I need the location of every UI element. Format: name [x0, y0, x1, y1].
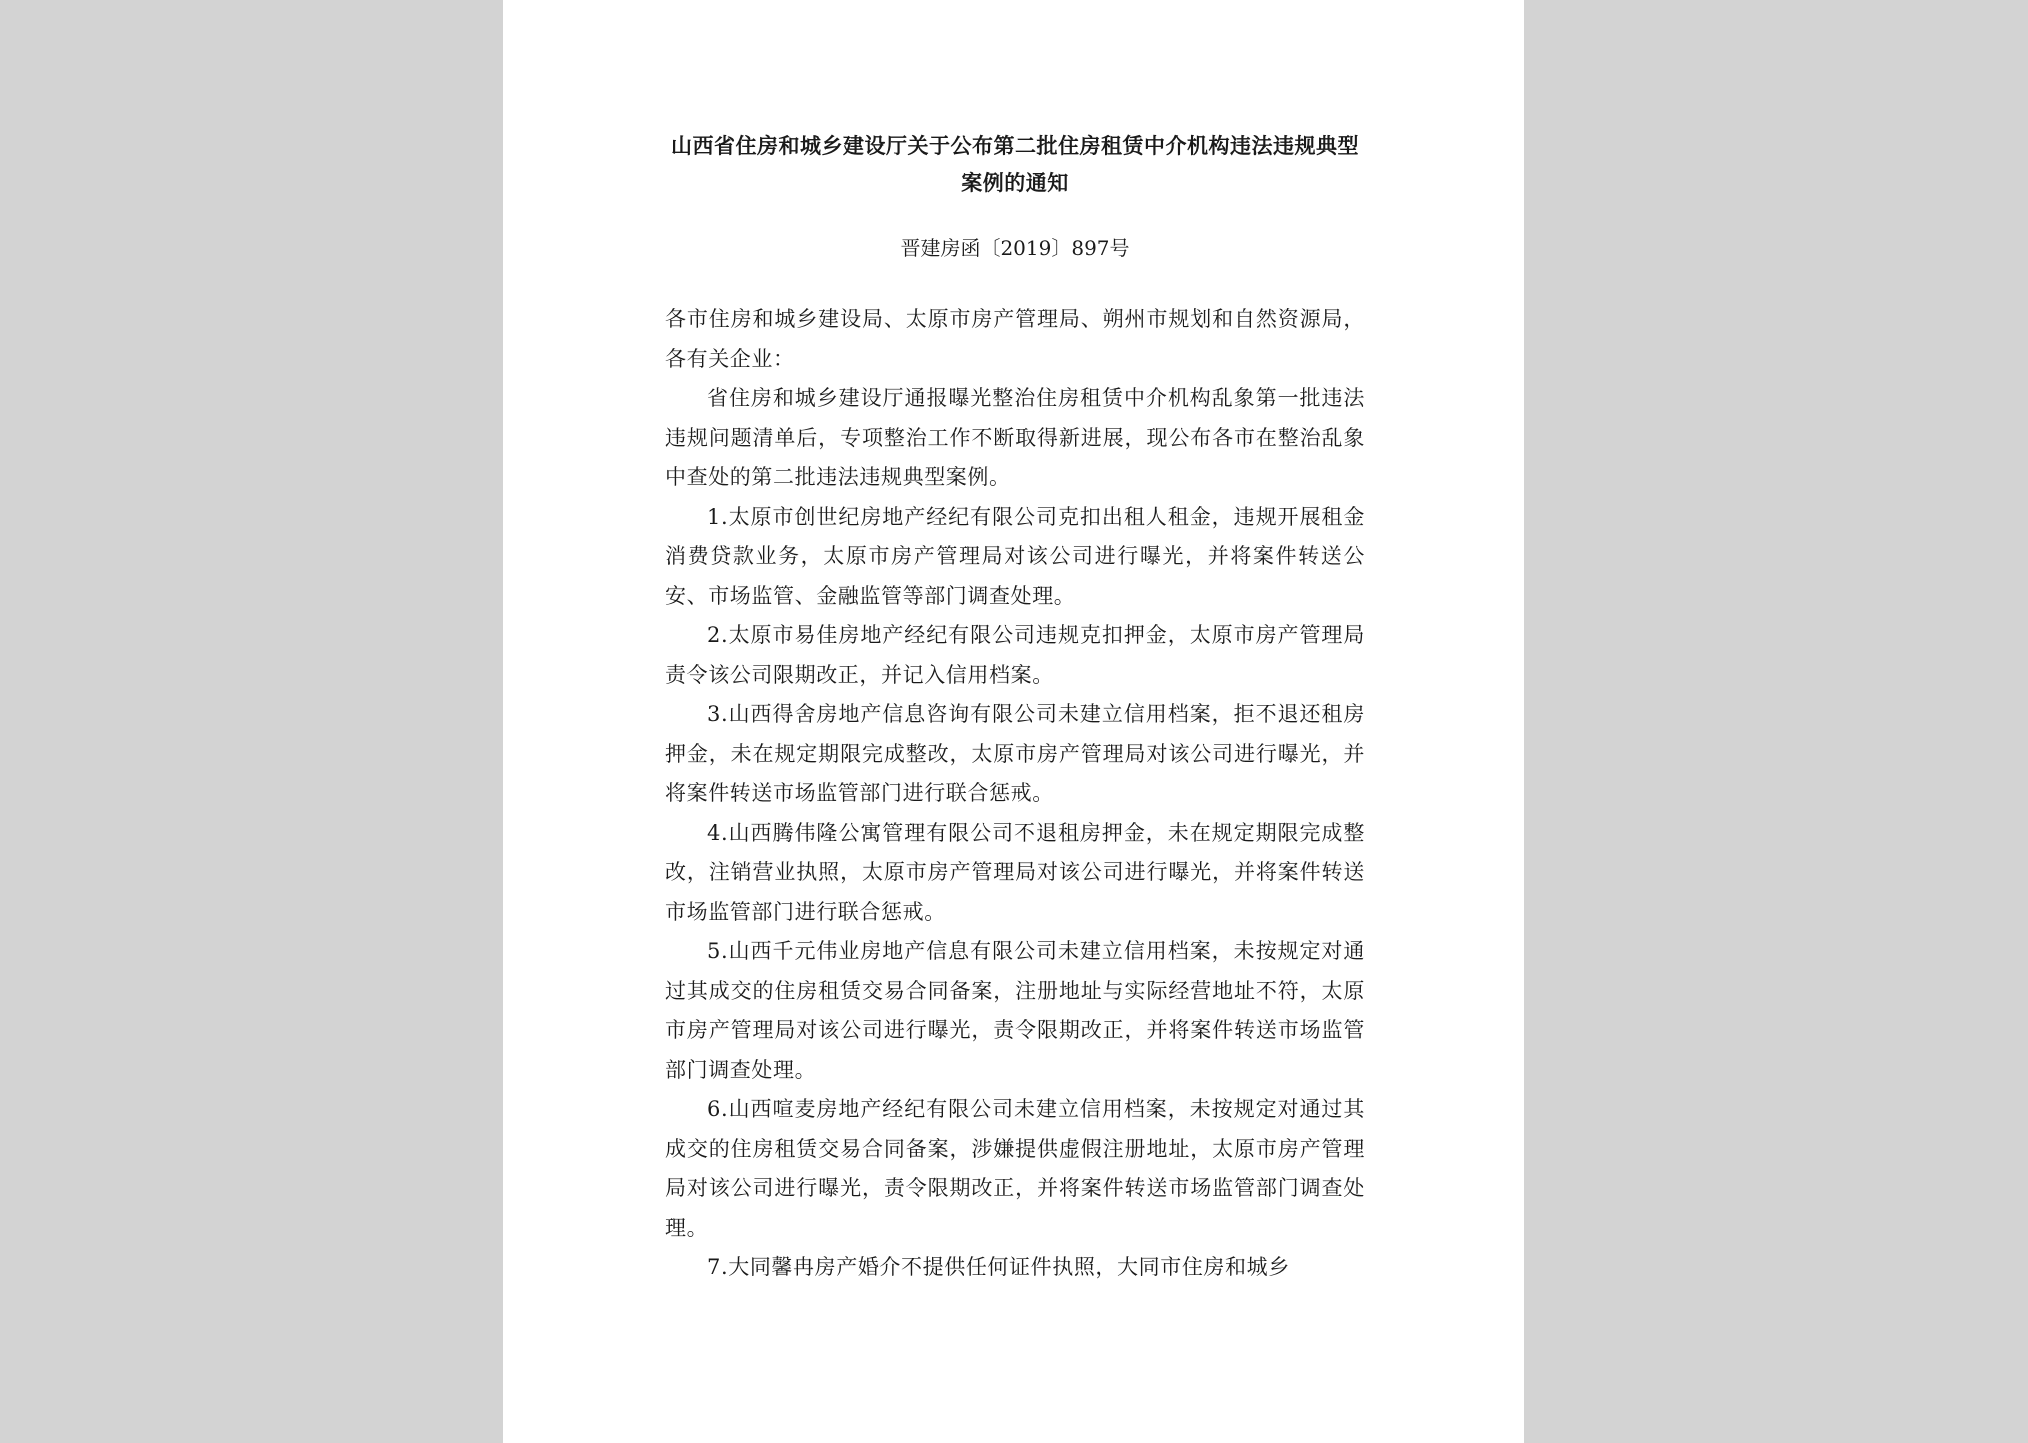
case-item-2: 2.太原市易佳房地产经纪有限公司违规克扣押金，太原市房产管理局责令该公司限期改正，并记入信用档案。 — [665, 623, 1365, 687]
salutation: 各市住房和城乡建设局、太原市房产管理局、朔州市规划和自然资源局，各有关企业： — [665, 307, 1365, 371]
document-page — [503, 0, 1524, 1443]
case-item-4: 4.山西腾伟隆公寓管理有限公司不退租房押金，未在规定期限完成整改，注销营业执照，太原市房产管理局对该公司进行曝光，并将案件转送市场监管部门进行联合惩戒。 — [665, 820, 1365, 924]
case-item-6: 6.山西喧麦房地产经纪有限公司未建立信用档案，未按规定对通过其成交的住房租赁交易合同备案，涉嫌提供虚假注册地址，太原市房产管理局对该公司进行曝光，责令限期改正，并将案件转送市场监管部门调查处理。 — [665, 1097, 1365, 1240]
case-item-7: 7.大同馨冉房产婚介不提供任何证件执照，大同市住房和城乡 — [707, 1255, 1290, 1279]
case-item-5: 5.山西千元伟业房地产信息有限公司未建立信用档案，未按规定对通过其成交的住房租赁交易合同备案，注册地址与实际经营地址不符，太原市房产管理局对该公司进行曝光，责令限期改正，并将案件转送市场监管部门调查处理。 — [665, 939, 1365, 1082]
page-content — [665, 128, 1365, 1288]
case-item-1: 1.太原市创世纪房地产经纪有限公司克扣出租人租金，违规开展租金消费贷款业务，太原市房产管理局对该公司进行曝光，并将案件转送公安、市场监管、金融监管等部门调查处理。 — [665, 504, 1365, 608]
intro-paragraph: 省住房和城乡建设厅通报曝光整治住房租赁中介机构乱象第一批违法违规问题清单后，专项整治工作不断取得新进展，现公布各市在整治乱象中查处的第二批违法违规典型案例。 — [665, 386, 1365, 489]
document-number: 晋建房函〔2019〕897号 — [900, 236, 1130, 260]
document-body — [665, 300, 1365, 1288]
case-item-3: 3.山西得舍房地产信息咨询有限公司未建立信用档案，拒不退还租房押金，未在规定期限完成整改，太原市房产管理局对该公司进行曝光，并将案件转送市场监管部门进行联合惩戒。 — [665, 702, 1365, 805]
document-title: 山西省住房和城乡建设厅关于公布第二批住房租赁中介机构违法违规典型案例的通知 — [671, 134, 1359, 195]
